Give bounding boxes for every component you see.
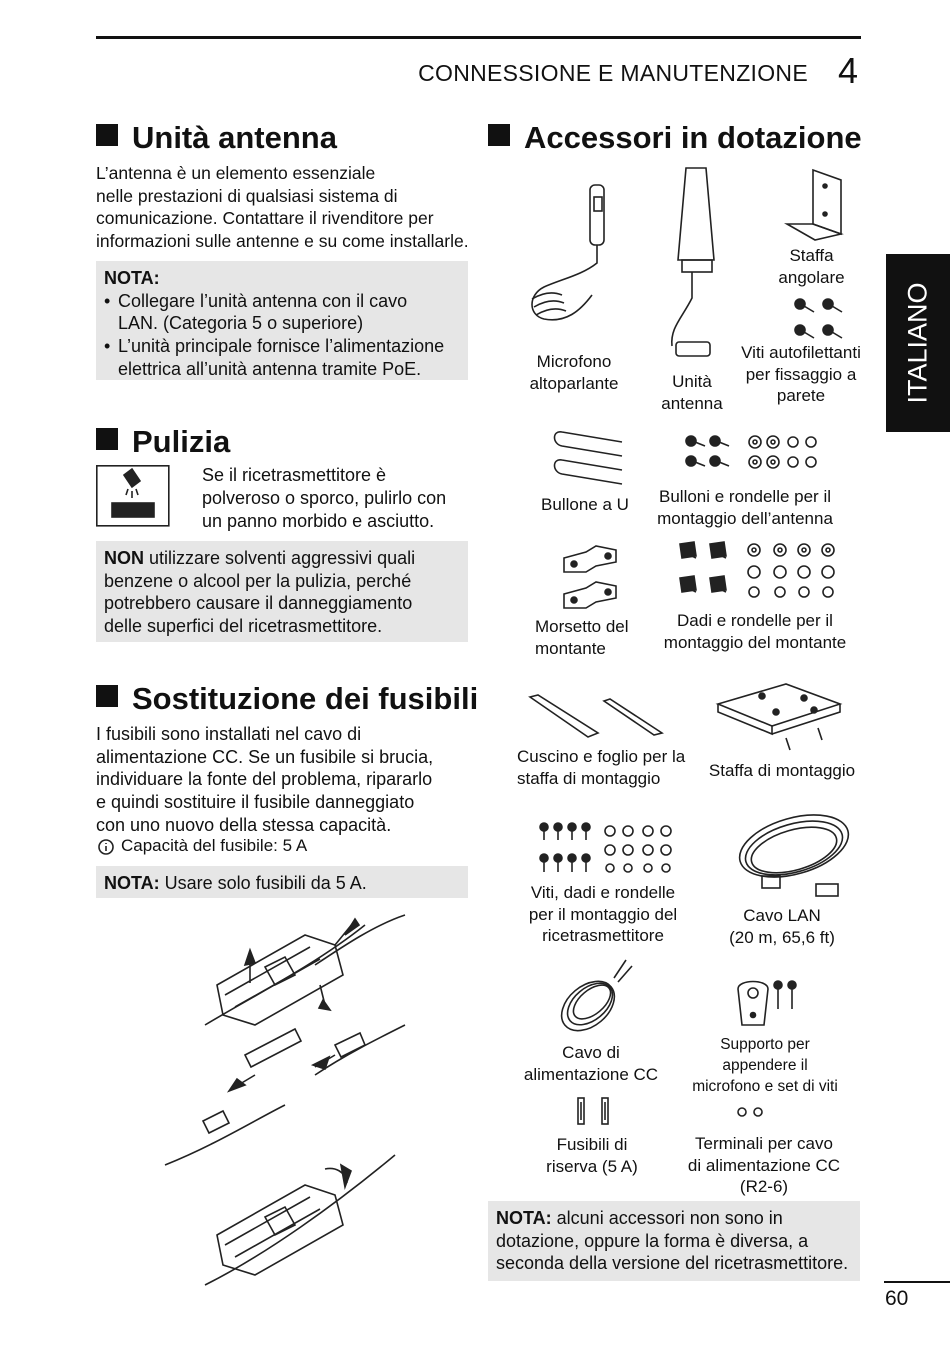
fuse-note-box: NOTA: Usare solo fusibili da 5 A. [96, 866, 468, 898]
caption-wall-screws: Viti autofilettanti per fissaggio a parete [741, 343, 861, 405]
mast-nuts-illustration [676, 540, 840, 602]
note-label: NOTA: [496, 1208, 552, 1228]
language-tab-label: ITALIANO [902, 282, 933, 404]
caption-mast-nuts: Dadi e rondelle per il montaggio del montante [663, 611, 847, 652]
antenna-body: L’antenna è un elemento essenziale nelle prestazioni di qualsiasi sistema di comunicazione. Contattare il rivenditore per informazioni sulle antenne e su come installarle. [96, 163, 469, 251]
antenna-bolts-illustration [685, 434, 825, 474]
chapter-title: CONNESSIONE E MANUTENZIONE [418, 60, 808, 86]
caption-dc-cable: Cavo di alimentazione CC [523, 1043, 659, 1084]
square-bullet-icon [96, 428, 118, 450]
caption-antenna-bolts: Bulloni e rondelle per il montaggio dell’antenna [657, 487, 833, 528]
caption-lan-cable: Cavo LAN (20 m, 65,6 ft) [729, 906, 835, 947]
note-label: NOTA: [104, 873, 160, 893]
warning-label: NON [104, 548, 144, 568]
header-rule [96, 36, 861, 39]
caption-spare-fuses: Fusibili di riserva (5 A) [546, 1135, 638, 1176]
page-number: 60 [885, 1287, 909, 1310]
mic-hanger-illustration [734, 975, 798, 1031]
language-tab [886, 254, 950, 432]
caption-mount-bracket: Staffa di montaggio [708, 761, 856, 780]
square-bullet-icon [96, 685, 118, 707]
caption-bracket: Staffa angolare [778, 246, 845, 287]
cleaning-section-title: Pulizia [96, 424, 230, 460]
note-item: • Collegare l’unità antenna con il cavo LAN. (Categoria 5 o superiore) [104, 290, 408, 334]
caption-dc-terminals: Terminali per cavo di alimentazione CC (R2-6) [687, 1134, 841, 1196]
transceiver-screws-illustration [538, 822, 678, 876]
spare-fuses-illustration [574, 1096, 614, 1128]
fuse-capacity: Capacità del fusibile: 5 A [121, 836, 308, 855]
square-bullet-icon [96, 124, 118, 146]
fuse-section-title: Sostituzione dei fusibili [96, 681, 478, 717]
caption-mic: Microfono altoparlante [529, 352, 619, 393]
caption-ubolt: Bullone a U [541, 495, 629, 514]
square-bullet-icon [488, 124, 510, 146]
caption-mast-clamp: Morsetto del montante [535, 617, 629, 658]
mic-speaker-illustration [522, 183, 612, 343]
mounting-bracket-illustration [716, 680, 842, 752]
fuse-replacement-illustration [195, 905, 425, 1300]
dc-cable-illustration [552, 954, 638, 1036]
antenna-note-box [96, 261, 468, 380]
chapter-number: 4 [838, 50, 859, 91]
info-circle-icon [98, 839, 114, 855]
lan-cable-illustration [722, 808, 854, 898]
antenna-section-title: Unità antenna [96, 120, 337, 156]
angle-bracket-illustration [785, 168, 845, 242]
u-bolt-illustration [550, 428, 630, 488]
page-number-rule [884, 1281, 950, 1283]
note-item: • L’unità principale fornisce l’alimentazione elettrica all’unità antenna tramite PoE. [104, 336, 445, 379]
note-label: NOTA: [104, 268, 160, 288]
dc-terminals-illustration [736, 1104, 768, 1120]
mast-clamp-illustration [560, 544, 622, 612]
accessories-section-title: Accessori in dotazione [488, 120, 862, 156]
antenna-unit-illustration [662, 168, 732, 368]
caption-mic-hanger: Supporto per appendere il microfono e set di viti [692, 1036, 838, 1095]
no-solvent-icon [96, 465, 170, 527]
caption-cushion: Cuscino e foglio per la staffa di montaggio [517, 747, 686, 788]
accessories-note-box: NOTA: alcuni accessori non sono in dotazione, oppure la forma è diversa, a seconda della versione del ricetrasmettitore. [488, 1201, 860, 1281]
fuse-body: I fusibili sono installati nel cavo di alimentazione CC. Se un fusibile si brucia, individuare la fonte del problema, ripararlo e quindi sostituire il fusibile danneggiato con uno nuovo della stessa capacità. [96, 724, 434, 835]
caption-antenna: Unità antenna [661, 372, 723, 413]
wall-screws-illustration [792, 296, 848, 342]
cleaning-body: Se il ricetrasmettitore è polveroso o sporco, pulirlo con un panno morbido e asciutto. [202, 465, 447, 531]
cleaning-warning-box: NON utilizzare solventi aggressivi quali benzene o alcool per la pulizia, perché potrebbero causare il danneggiamento delle superfici del ricetrasmettitore. [96, 541, 468, 642]
cushion-sheet-illustration [526, 693, 666, 741]
caption-transceiver-screws: Viti, dadi e rondelle per il montaggio del ricetrasmettitore [528, 883, 678, 945]
